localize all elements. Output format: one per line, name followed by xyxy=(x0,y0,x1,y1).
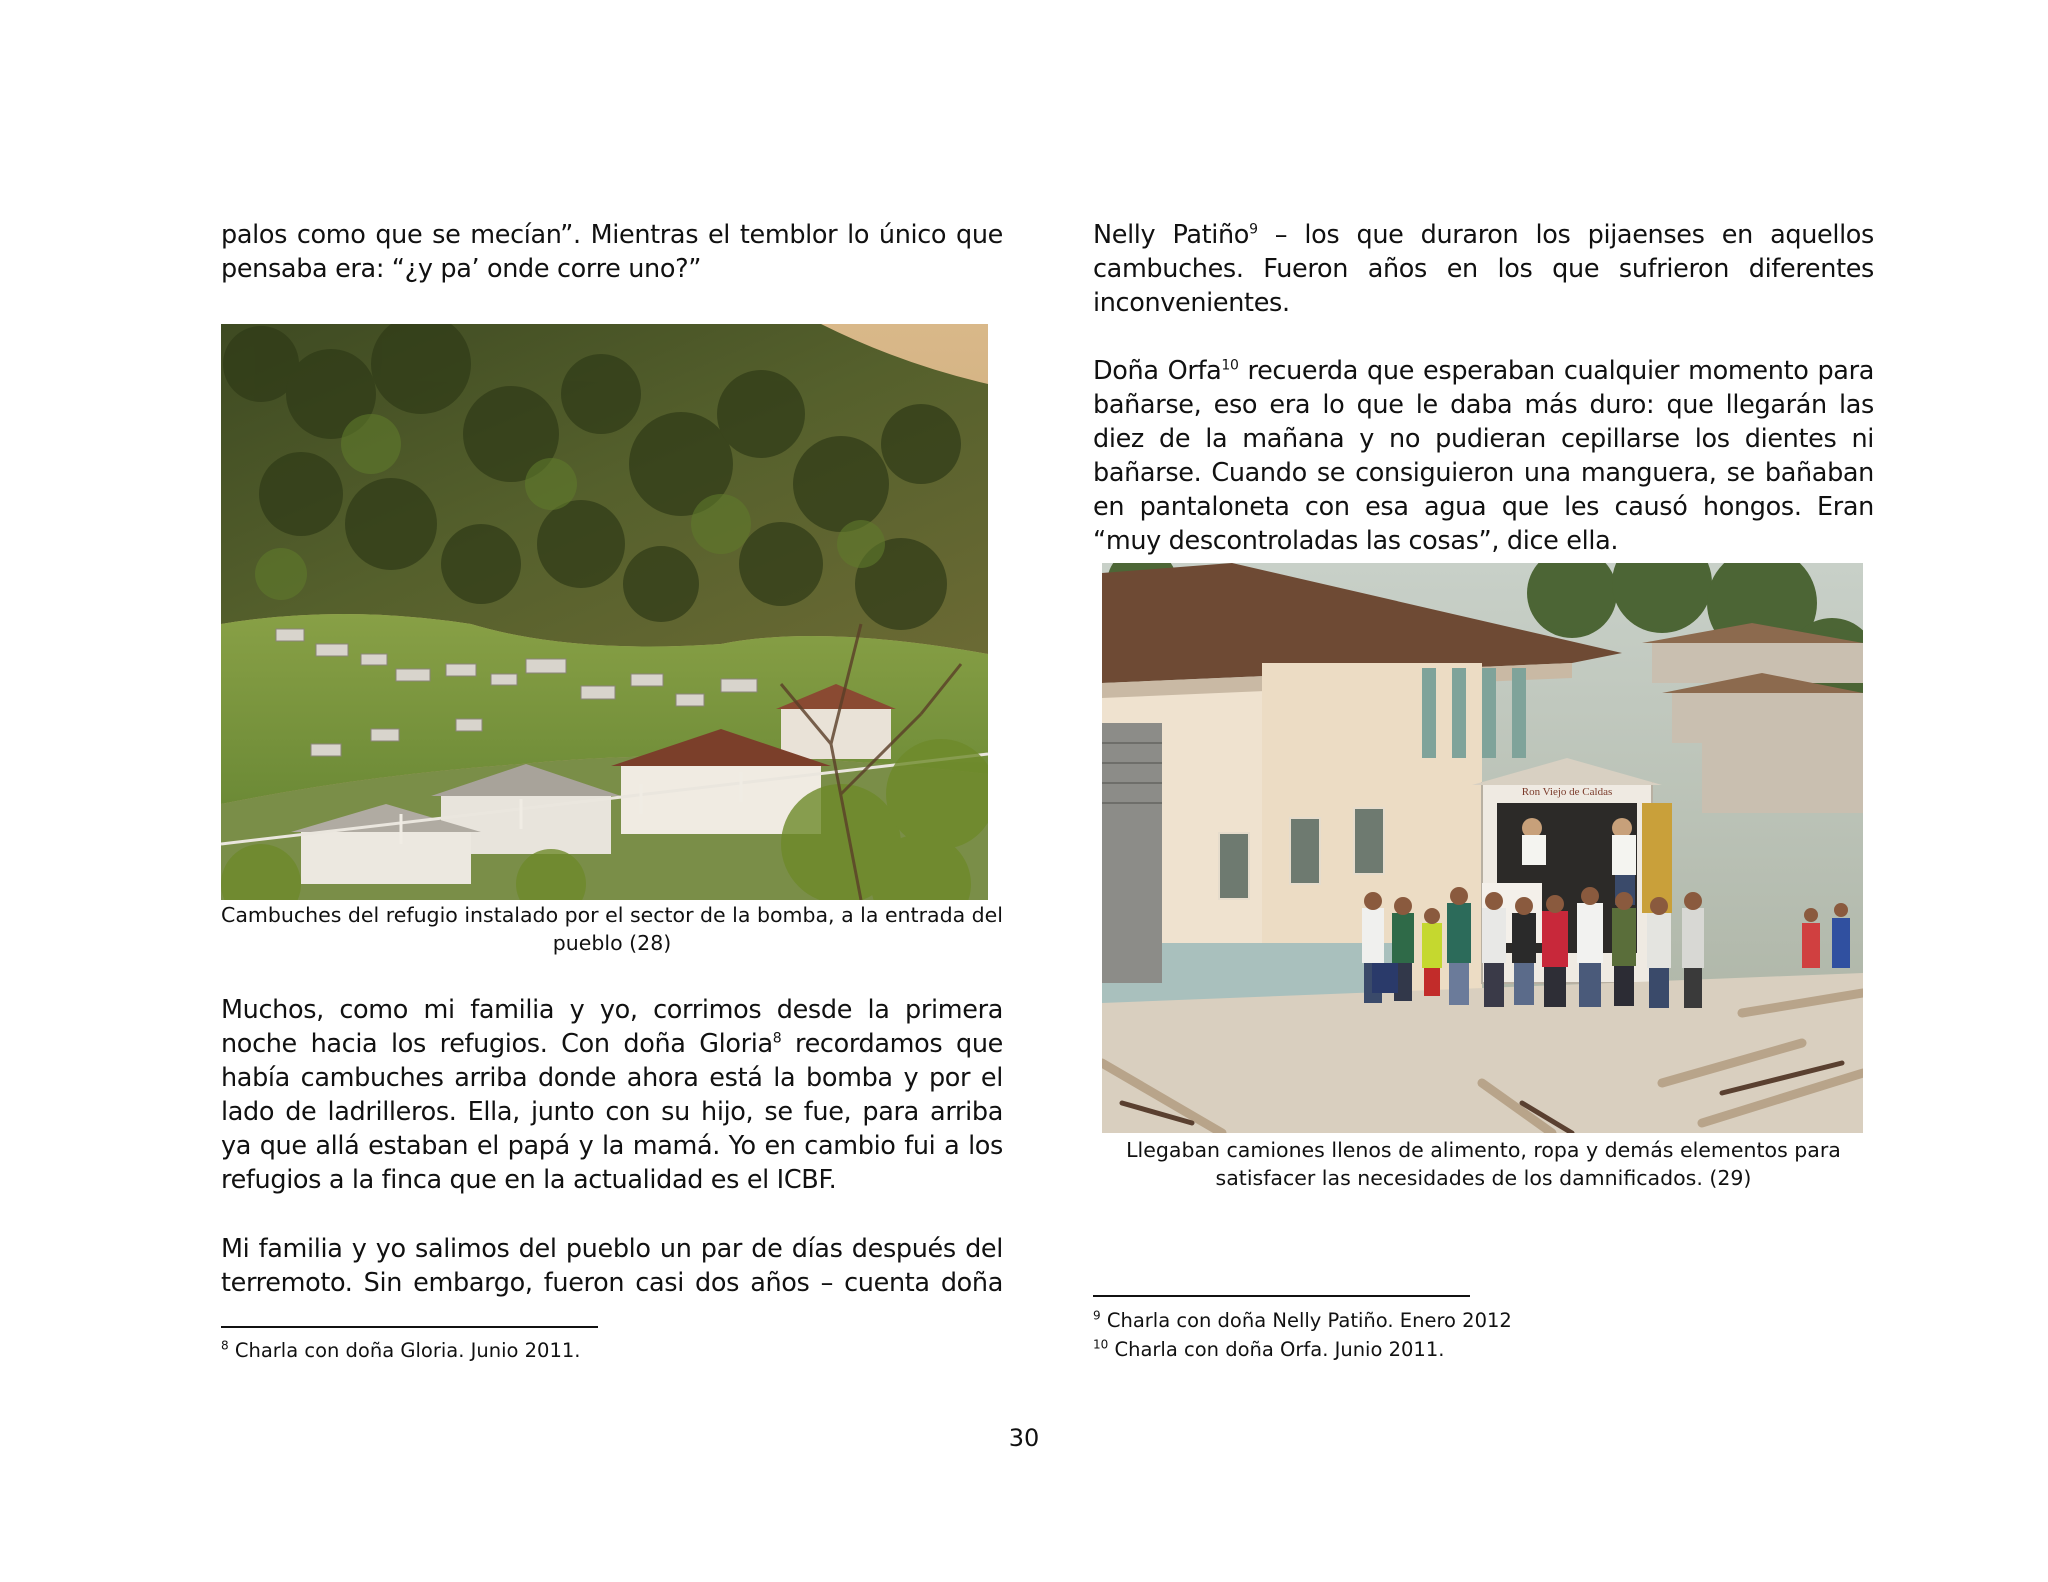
footnote-8-text: Charla con doña Gloria. Junio 2011. xyxy=(228,1339,581,1362)
paragraph-right-2-text-b: recuerda que esperaban cualquier momento para bañarse, eso era lo que le daba más duro: que llegarán las diez de la mañana y no pudieran cepillarse los dientes ni bañarse. Cuando se consiguieron una manguera, se bañaban en pantaloneta con esa agua que les causó hongos. Eran “muy descontroladas las cosas”, dice ella. xyxy=(1093,356,1874,556)
footnote-rule-left xyxy=(221,1326,598,1328)
caption-aid-trucks: Llegaban camiones llenos de alimento, ropa y demás elementos para satisfacer las necesidades de los damnificados. (29) xyxy=(1126,1138,1841,1190)
paragraph-right-1 xyxy=(1093,218,1874,320)
paragraph-left-1a: palos como que se mecían”. Mientras el temblor lo único que xyxy=(221,220,1003,250)
footnote-10-text: Charla con doña Orfa. Junio 2011. xyxy=(1108,1338,1445,1361)
footnote-ref-8: 8 xyxy=(772,1030,782,1047)
paragraph-left-3: Mi familia y yo salimos del pueblo un par de días después del terremoto. Sin embargo, fueron casi dos años – cuenta doña xyxy=(221,1234,1003,1298)
truck-sign-text: Ron Viejo de Caldas xyxy=(1521,786,1613,798)
page-number: 30 xyxy=(1008,1424,1040,1452)
paragraph-left-1b: pensaba era: “¿y pa’ onde corre uno?” xyxy=(221,254,702,284)
footnote-9 xyxy=(1093,1307,1512,1335)
footnote-9-number: 9 xyxy=(1093,1308,1101,1323)
footnote-10 xyxy=(1093,1336,1444,1364)
footnote-ref-9: 9 xyxy=(1249,221,1258,238)
paragraph-right-2 xyxy=(1093,354,1874,558)
paragraph-left-2 xyxy=(221,993,1003,1197)
paragraph-right-1-text-b: – los que duraron los pijaenses en aquellos cambuches. Fueron años en los que sufrieron diferentes inconvenientes. xyxy=(1093,220,1874,318)
footnote-rule-right xyxy=(1093,1295,1470,1297)
right-column xyxy=(1093,218,1874,558)
refugee-camp-illustration xyxy=(221,324,988,900)
footnote-9-text: Charla con doña Nelly Patiño. Enero 2012 xyxy=(1100,1309,1512,1332)
left-column-lower xyxy=(221,993,1003,1300)
footnote-8-number: 8 xyxy=(221,1338,229,1353)
footnote-10-number: 10 xyxy=(1093,1337,1109,1352)
paragraph-right-2-text-a: Doña Orfa xyxy=(1093,356,1222,386)
paragraph-left-2-text-b: recordamos que había cambuches arriba donde ahora está la bomba y por el lado de ladrilleros. Ella, junto con su hijo, se fue, para arriba ya que allá estaban el papá y la mamá. Yo en cambio fui a los refugios a la finca que en la actualidad es el ICBF. xyxy=(221,1029,1003,1195)
photo-refugee-camp xyxy=(221,324,988,900)
aid-trucks-illustration xyxy=(1102,563,1863,1133)
photo-aid-trucks xyxy=(1102,563,1863,1133)
footnote-ref-10: 10 xyxy=(1221,357,1239,374)
paragraph-left-2-text-a: Muchos, como mi familia y yo, corrimos desde la primera noche hacia los refugios. Con doña Gloria xyxy=(221,995,1003,1059)
footnote-8 xyxy=(221,1337,580,1365)
left-column xyxy=(221,218,1003,286)
caption-refugee-camp: Cambuches del refugio instalado por el sector de la bomba, a la entrada del pueblo (28) xyxy=(221,903,1003,955)
paragraph-right-1-text-a: Nelly Patiño xyxy=(1093,220,1250,250)
